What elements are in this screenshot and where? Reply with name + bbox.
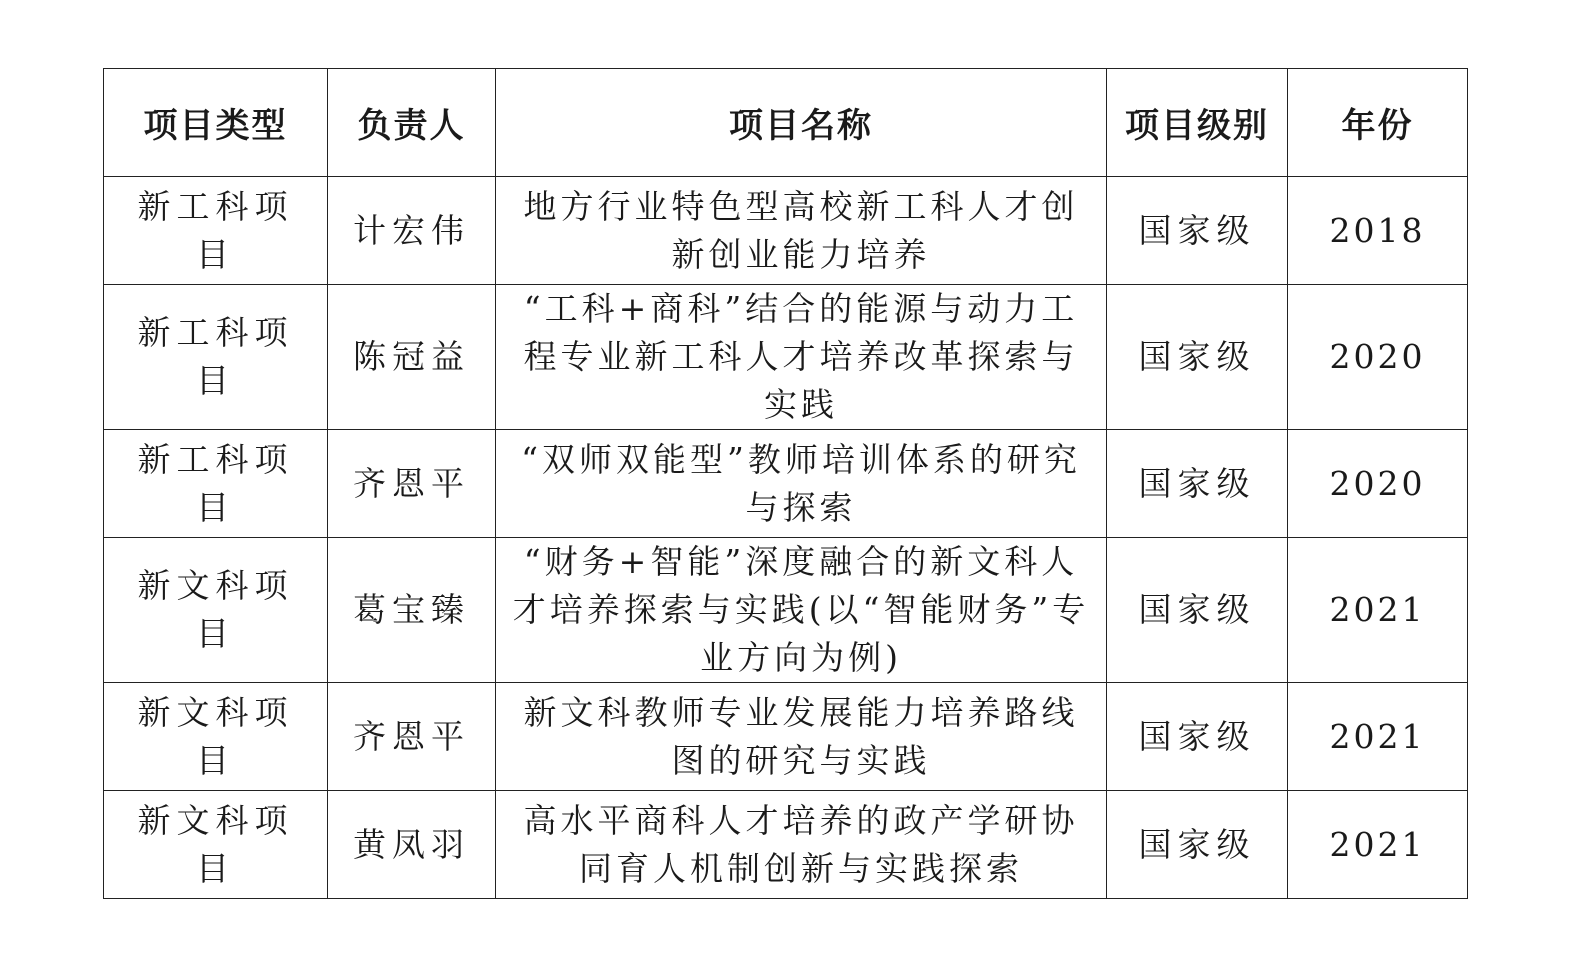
cell-leader: 陈冠益 (328, 285, 496, 430)
table-row (104, 430, 1468, 538)
cell-project-level: 国家级 (1107, 538, 1288, 683)
cell-year: 2020 (1288, 430, 1468, 538)
cell-project-type: 新工科项目 (104, 285, 328, 430)
cell-project-name: 新文科教师专业发展能力培养路线图的研究与实践 (496, 683, 1107, 791)
cell-project-type: 新工科项目 (104, 430, 328, 538)
cell-year: 2021 (1288, 538, 1468, 683)
cell-year: 2021 (1288, 791, 1468, 899)
header-project-name: 项目名称 (496, 69, 1107, 177)
cell-project-level: 国家级 (1107, 683, 1288, 791)
cell-year: 2018 (1288, 177, 1468, 285)
projects-table (103, 68, 1468, 899)
cell-project-type: 新文科项目 (104, 538, 328, 683)
cell-year: 2021 (1288, 683, 1468, 791)
cell-year: 2020 (1288, 285, 1468, 430)
cell-project-level: 国家级 (1107, 791, 1288, 899)
cell-project-name: 地方行业特色型高校新工科人才创新创业能力培养 (496, 177, 1107, 285)
cell-project-level: 国家级 (1107, 285, 1288, 430)
cell-project-type: 新文科项目 (104, 683, 328, 791)
table-row (104, 791, 1468, 899)
header-leader: 负责人 (328, 69, 496, 177)
cell-project-name: 高水平商科人才培养的政产学研协同育人机制创新与实践探索 (496, 791, 1107, 899)
header-project-level: 项目级别 (1107, 69, 1288, 177)
cell-leader: 齐恩平 (328, 683, 496, 791)
cell-leader: 葛宝臻 (328, 538, 496, 683)
cell-project-level: 国家级 (1107, 177, 1288, 285)
cell-project-name: “工科+商科”结合的能源与动力工程专业新工科人才培养改革探索与实践 (496, 285, 1107, 430)
cell-leader: 齐恩平 (328, 430, 496, 538)
header-year: 年份 (1288, 69, 1468, 177)
cell-project-level: 国家级 (1107, 430, 1288, 538)
cell-project-type: 新文科项目 (104, 791, 328, 899)
cell-project-name: “财务+智能”深度融合的新文科人才培养探索与实践(以“智能财务”专业方向为例) (496, 538, 1107, 683)
header-project-type: 项目类型 (104, 69, 328, 177)
table-row (104, 177, 1468, 285)
cell-project-name: “双师双能型”教师培训体系的研究与探索 (496, 430, 1107, 538)
cell-project-type: 新工科项目 (104, 177, 328, 285)
table-row (104, 285, 1468, 430)
table-row (104, 683, 1468, 791)
cell-leader: 计宏伟 (328, 177, 496, 285)
header-row (104, 69, 1468, 177)
table-row (104, 538, 1468, 683)
cell-leader: 黄凤羽 (328, 791, 496, 899)
